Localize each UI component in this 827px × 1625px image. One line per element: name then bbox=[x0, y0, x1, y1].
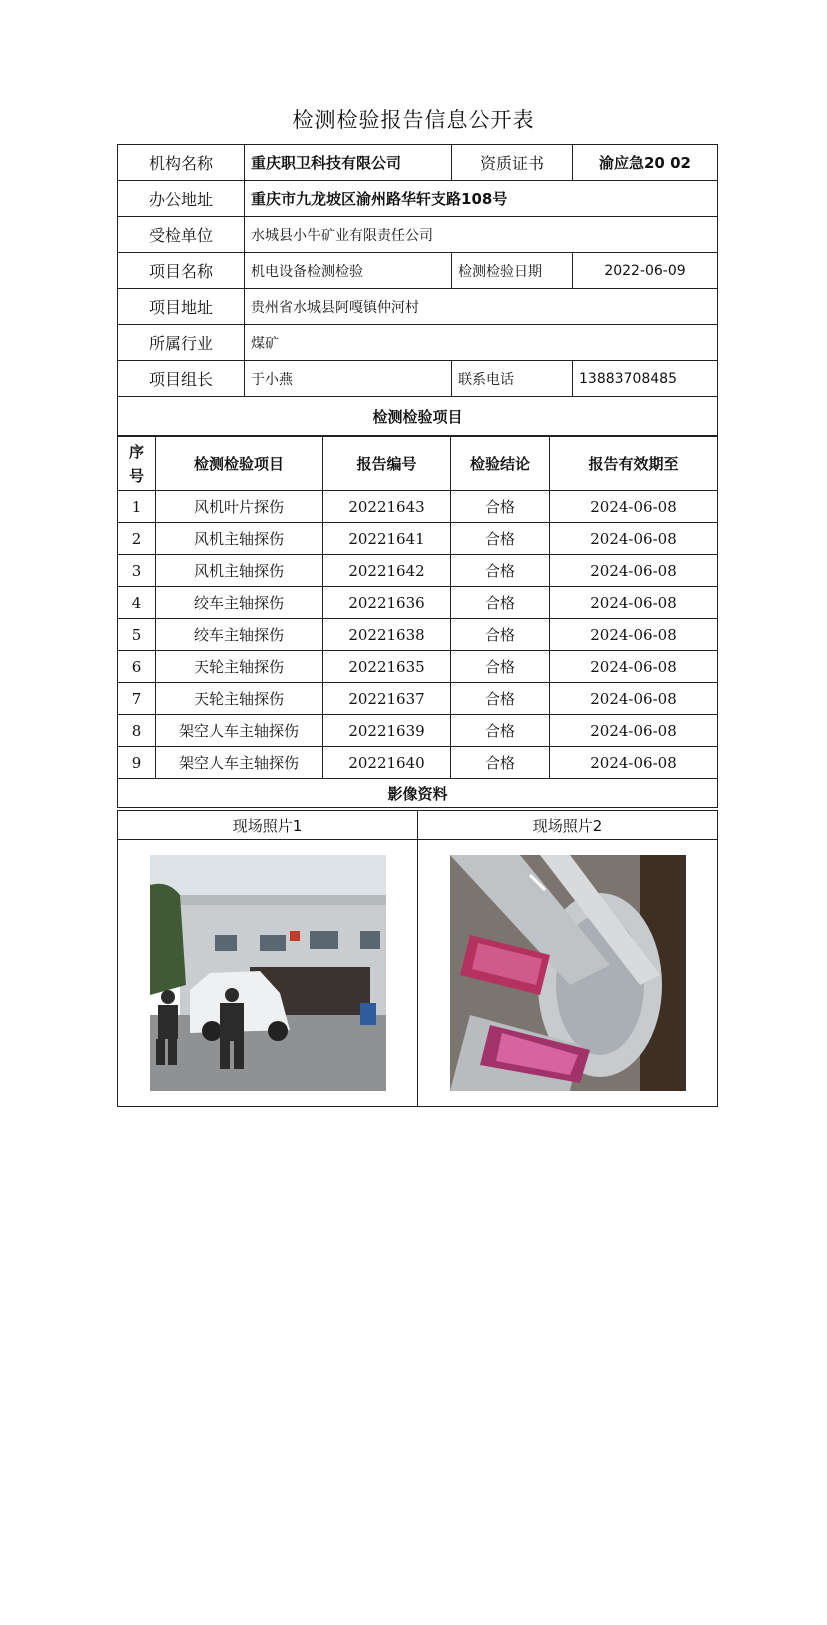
table-row bbox=[118, 747, 718, 779]
project-value: 机电设备检测检验 bbox=[245, 253, 452, 289]
date-value: 2022-06-09 bbox=[573, 253, 718, 289]
photo1-cell bbox=[118, 840, 418, 1107]
page-title: 检测检验报告信息公开表 bbox=[292, 108, 535, 132]
row-seq: 4 bbox=[118, 587, 156, 619]
photo1-label: 现场照片1 bbox=[118, 811, 418, 840]
items-section-title: 检测检验项目 bbox=[118, 397, 718, 436]
client-label: 受检单位 bbox=[118, 217, 245, 253]
header-seq: 序 号 bbox=[118, 437, 156, 491]
row-report: 20221640 bbox=[323, 747, 451, 779]
address-label: 办公地址 bbox=[118, 181, 245, 217]
leader-label: 项目组长 bbox=[118, 361, 245, 397]
table-row bbox=[118, 555, 718, 587]
row-report: 20221642 bbox=[323, 555, 451, 587]
industry-value: 煤矿 bbox=[245, 325, 718, 361]
row-item: 风机叶片探伤 bbox=[156, 491, 323, 523]
header-item: 检测检验项目 bbox=[156, 437, 323, 491]
table-row bbox=[118, 587, 718, 619]
row-seq: 2 bbox=[118, 523, 156, 555]
info-table bbox=[117, 144, 718, 436]
row-seq: 3 bbox=[118, 555, 156, 587]
phone-label: 联系电话 bbox=[452, 361, 573, 397]
row-report: 20221638 bbox=[323, 619, 451, 651]
row-result: 合格 bbox=[451, 651, 550, 683]
address-value: 重庆市九龙坡区渝州路华轩支路108号 bbox=[245, 181, 718, 217]
photo2-label: 现场照片2 bbox=[418, 811, 718, 840]
media-table bbox=[117, 810, 718, 1107]
row-result: 合格 bbox=[451, 491, 550, 523]
row-item: 天轮主轴探伤 bbox=[156, 651, 323, 683]
row-item: 绞车主轴探伤 bbox=[156, 587, 323, 619]
row-result: 合格 bbox=[451, 523, 550, 555]
org-label: 机构名称 bbox=[118, 145, 245, 181]
industry-label: 所属行业 bbox=[118, 325, 245, 361]
header-result: 检验结论 bbox=[451, 437, 550, 491]
phone-value: 13883708485 bbox=[573, 361, 718, 397]
photo2-cell bbox=[418, 840, 718, 1107]
table-row bbox=[118, 683, 718, 715]
row-result: 合格 bbox=[451, 619, 550, 651]
header-report: 报告编号 bbox=[323, 437, 451, 491]
row-report: 20221637 bbox=[323, 683, 451, 715]
row-valid: 2024-06-08 bbox=[550, 619, 718, 651]
row-valid: 2024-06-08 bbox=[550, 715, 718, 747]
row-item: 架空人车主轴探伤 bbox=[156, 747, 323, 779]
row-item: 绞车主轴探伤 bbox=[156, 619, 323, 651]
client-value: 水城县小牛矿业有限责任公司 bbox=[245, 217, 718, 253]
org-value: 重庆职卫科技有限公司 bbox=[245, 145, 452, 181]
row-item: 风机主轴探伤 bbox=[156, 523, 323, 555]
row-seq: 1 bbox=[118, 491, 156, 523]
row-report: 20221643 bbox=[323, 491, 451, 523]
row-valid: 2024-06-08 bbox=[550, 491, 718, 523]
table-row bbox=[118, 619, 718, 651]
table-row bbox=[118, 715, 718, 747]
row-valid: 2024-06-08 bbox=[550, 587, 718, 619]
leader-value: 于小燕 bbox=[245, 361, 452, 397]
row-result: 合格 bbox=[451, 587, 550, 619]
row-report: 20221641 bbox=[323, 523, 451, 555]
site-photo-fan-blade bbox=[450, 855, 686, 1091]
site-value: 贵州省水城县阿嘎镇仲河村 bbox=[245, 289, 718, 325]
row-seq: 9 bbox=[118, 747, 156, 779]
row-report: 20221636 bbox=[323, 587, 451, 619]
date-label: 检测检验日期 bbox=[452, 253, 573, 289]
table-row bbox=[118, 651, 718, 683]
row-valid: 2024-06-08 bbox=[550, 683, 718, 715]
cert-label: 资质证书 bbox=[452, 145, 573, 181]
row-seq: 5 bbox=[118, 619, 156, 651]
row-item: 风机主轴探伤 bbox=[156, 555, 323, 587]
row-seq: 6 bbox=[118, 651, 156, 683]
row-seq: 7 bbox=[118, 683, 156, 715]
row-result: 合格 bbox=[451, 683, 550, 715]
row-valid: 2024-06-08 bbox=[550, 747, 718, 779]
row-result: 合格 bbox=[451, 747, 550, 779]
items-table bbox=[117, 436, 718, 808]
table-row bbox=[118, 491, 718, 523]
row-report: 20221639 bbox=[323, 715, 451, 747]
row-seq: 8 bbox=[118, 715, 156, 747]
header-valid: 报告有效期至 bbox=[550, 437, 718, 491]
row-report: 20221635 bbox=[323, 651, 451, 683]
site-photo-building bbox=[150, 855, 386, 1091]
row-valid: 2024-06-08 bbox=[550, 523, 718, 555]
row-item: 天轮主轴探伤 bbox=[156, 683, 323, 715]
site-label: 项目地址 bbox=[118, 289, 245, 325]
project-label: 项目名称 bbox=[118, 253, 245, 289]
row-valid: 2024-06-08 bbox=[550, 555, 718, 587]
row-valid: 2024-06-08 bbox=[550, 651, 718, 683]
cert-value: 渝应急20 02 bbox=[573, 145, 718, 181]
table-row bbox=[118, 523, 718, 555]
row-item: 架空人车主轴探伤 bbox=[156, 715, 323, 747]
media-section-title: 影像资料 bbox=[118, 779, 718, 808]
row-result: 合格 bbox=[451, 555, 550, 587]
row-result: 合格 bbox=[451, 715, 550, 747]
